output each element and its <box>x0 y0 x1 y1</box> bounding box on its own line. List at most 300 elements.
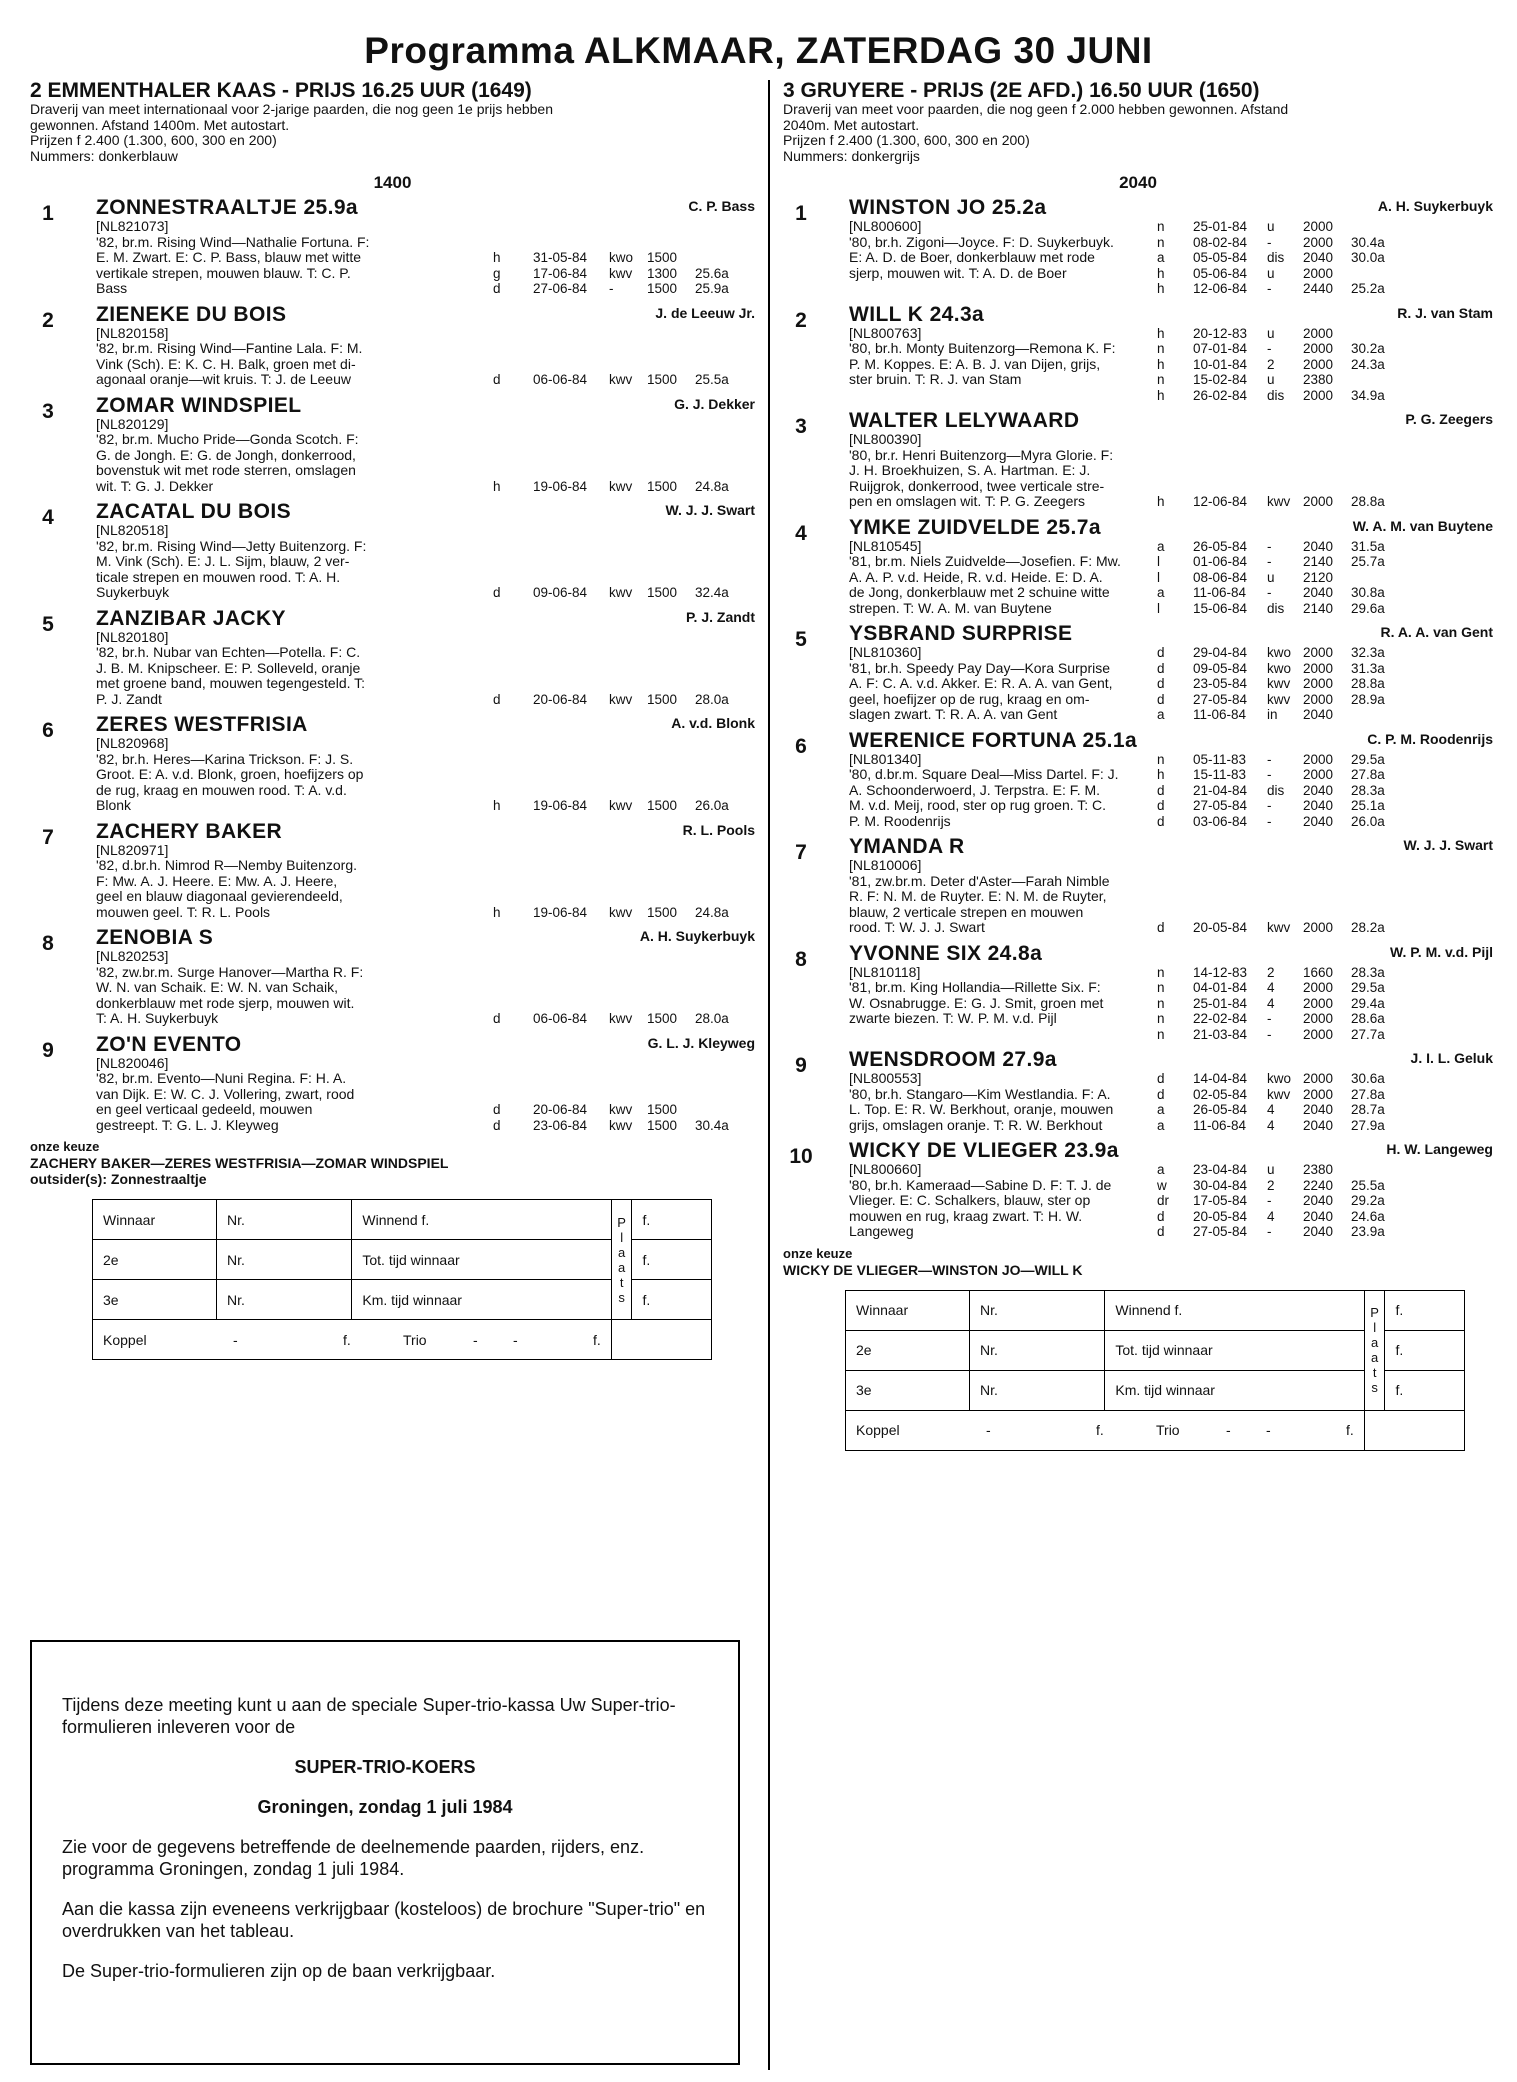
horse-name: YSBRAND SURPRISE <box>849 622 1073 645</box>
info-line: rood. T: W. J. J. Swart <box>849 919 985 935</box>
result-cell: 1500 <box>647 478 678 494</box>
result-cell: 28.0a <box>695 691 729 707</box>
results-list <box>1157 965 1399 1043</box>
result-cell: 1500 <box>647 904 678 920</box>
result-cell: h <box>493 798 501 813</box>
result-cell: d <box>493 372 501 387</box>
result-cell: 19-06-84 <box>533 478 588 494</box>
info-line: en geel verticaal gedeeld, mouwen <box>96 1101 313 1117</box>
entry-body <box>849 539 1493 617</box>
horse-info <box>849 1071 1139 1133</box>
keuze-block <box>783 1246 1493 1278</box>
horse-name: ZIENEKE DU BOIS <box>96 302 287 326</box>
info-line: R. F: N. M. de Ruyter. E: N. M. de Ruyter, <box>849 888 1107 904</box>
result-cell: 2000 <box>1303 676 1334 691</box>
result-cell: u <box>1267 1162 1275 1177</box>
result-cell: - <box>1267 1224 1272 1239</box>
info-line: L. Top. E: R. W. Berkhout, oranje, mouwen <box>849 1101 1114 1117</box>
result-cell: 20-05-84 <box>1193 1208 1248 1224</box>
info-line: geel en blauw diagonaal gevierendeeld, <box>96 888 343 904</box>
result-cell: 28.0a <box>695 1011 729 1026</box>
trainer-name: A. H. Suykerbuyk <box>639 928 755 944</box>
entry-number: 7 <box>795 841 807 864</box>
result-cell: h <box>493 478 501 494</box>
horse-name: WILL K 24.3a <box>849 302 985 326</box>
result-table-row <box>846 1290 1465 1330</box>
result-cell: 2 <box>1267 1177 1275 1193</box>
result-row <box>1157 965 1399 981</box>
result-cell: l <box>1157 569 1160 585</box>
result-cell: 01-06-84 <box>1193 554 1248 569</box>
result-cell: dis <box>1267 387 1285 403</box>
trio-label: Trio <box>1156 1422 1180 1438</box>
result-cell: 27-05-84 <box>1193 1224 1248 1239</box>
result-cell: 20-05-84 <box>1193 920 1248 935</box>
result-cell: 24.8a <box>695 478 729 494</box>
result-row <box>1157 996 1399 1012</box>
horse-info <box>849 858 1139 936</box>
table-cell-tot-tijd: Tot. tijd winnaar <box>352 1240 611 1280</box>
horse-info <box>849 645 1139 723</box>
result-cell: d <box>493 1102 501 1117</box>
result-cell: 2040 <box>1303 1193 1334 1208</box>
result-cell <box>1351 707 1399 723</box>
result-cell: - <box>1267 751 1272 767</box>
result-cell: 2140 <box>1303 600 1334 616</box>
result-cell: 03-06-84 <box>1193 813 1248 829</box>
results-list <box>1157 539 1399 617</box>
horse-info <box>96 523 481 601</box>
info-line: zwarte biezen. T: W. P. M. v.d. Pijl <box>849 1010 1057 1026</box>
notice-brochure: Aan die kassa zijn eveneens verkrijgbaar (kosteloos) de brochure "Super-trio" en overdrukken van het tableau. <box>62 1899 706 1941</box>
entry-number: 9 <box>42 1038 54 1062</box>
info-line: '80, br.h. Kameraad—Sabine D. F: T. J. de <box>849 1176 1112 1193</box>
result-table-row <box>93 1200 712 1240</box>
entry-body <box>849 326 1493 404</box>
result-cell: 25.6a <box>695 265 729 281</box>
result-cell: kwv <box>609 372 633 387</box>
result-cell: 2040 <box>1303 538 1334 554</box>
result-cell: 2140 <box>1303 554 1334 569</box>
result-cell: kwv <box>1267 691 1291 707</box>
table-cell-derde: 3e <box>93 1280 217 1320</box>
entry-body <box>849 965 1493 1043</box>
result-row <box>1157 920 1399 936</box>
plaats-letter: a <box>1371 1335 1379 1350</box>
result-cell: 11-06-84 <box>1193 707 1247 722</box>
horse-info <box>849 219 1139 297</box>
trainer-name: P. G. Zeegers <box>1405 411 1493 427</box>
race-description-line: Prijzen f 2.400 (1.300, 600, 300 en 200) <box>783 132 1030 148</box>
result-cell: 26.0a <box>1351 813 1385 829</box>
plaats-letter: t <box>619 1274 624 1290</box>
info-line: [NL800763] <box>849 324 922 341</box>
table-cell-km-tijd: Km. tijd winnaar <box>352 1280 611 1320</box>
entry-number: 2 <box>42 308 54 332</box>
horse-entry <box>783 622 1493 723</box>
result-cell: kwv <box>609 585 633 600</box>
keuze-picks: ZACHERY BAKER—ZERES WESTFRISIA—ZOMAR WINDSPIEL <box>30 1155 449 1171</box>
info-line: Vlieger. E: C. Schalkers, blauw, ster op <box>849 1192 1091 1208</box>
entry-number: 1 <box>795 202 807 225</box>
result-cell: 2120 <box>1303 569 1334 585</box>
result-cell: - <box>1267 538 1272 554</box>
entry-body <box>849 1162 1493 1240</box>
info-line: '81, br.m. Niels Zuidvelde—Josefien. F: Mw. <box>849 553 1121 569</box>
result-cell: kwo <box>1267 660 1292 676</box>
keuze-picks: WICKY DE VLIEGER—WINSTON JO—WILL K <box>783 1261 1083 1278</box>
result-row <box>1157 783 1399 799</box>
notice-koers: SUPER-TRIO-KOERS <box>294 1757 476 1777</box>
koppel-blank <box>1364 1410 1464 1450</box>
info-line: [NL820180] <box>96 628 169 645</box>
result-row <box>1157 1102 1399 1118</box>
entry-body <box>96 736 755 814</box>
info-line: '80, br.r. Henri Buitenzorg—Myra Glorie. F: <box>849 446 1114 463</box>
result-row <box>493 798 745 814</box>
result-cell: 25-01-84 <box>1193 219 1248 234</box>
info-line: A. Schoonderwoerd, J. Terpstra. E: F. M. <box>849 781 1101 798</box>
horse-entry <box>783 516 1493 617</box>
result-cell: d <box>493 281 501 296</box>
info-line: J. H. Broekhuizen, S. A. Hartman. E: J. <box>849 462 1091 478</box>
race-heading: 2 EMMENTHALER KAAS - PRIJS 16.25 UUR (1649) <box>30 79 532 102</box>
koppel-dash: - <box>233 1331 238 1348</box>
koppel-f: f. <box>1096 1422 1104 1438</box>
horse-name: ZENOBIA S <box>96 926 214 949</box>
entry-number: 4 <box>42 506 54 529</box>
info-line: P. J. Zandt <box>96 690 162 707</box>
result-cell: a <box>1157 585 1165 600</box>
horse-entry <box>783 835 1493 936</box>
result-cell: 21-04-84 <box>1193 782 1248 798</box>
table-cell-derde: 3e <box>846 1370 970 1410</box>
table-cell-winnend: Winnend f. <box>352 1200 611 1240</box>
result-cell: 28.3a <box>1351 782 1385 798</box>
horse-entry <box>30 500 755 601</box>
trainer-name: W. J. J. Swart <box>1403 837 1493 853</box>
info-line: [NL810545] <box>849 537 922 554</box>
info-line: '80, br.h. Stangaro—Kim Westlandia. F: A. <box>849 1085 1111 1102</box>
result-cell: 1500 <box>647 281 678 296</box>
info-line: [NL820129] <box>96 415 169 432</box>
entry-body <box>849 1071 1493 1133</box>
result-cell: 2440 <box>1303 281 1334 296</box>
koppel-f: f. <box>343 1331 351 1348</box>
table-cell-f: f. <box>1385 1290 1465 1330</box>
result-cell: kwv <box>609 1102 633 1117</box>
horse-name: YVONNE SIX 24.8a <box>849 941 1043 965</box>
table-cell-tweede: 2e <box>846 1330 970 1370</box>
result-cell: 27-06-84 <box>533 281 588 296</box>
info-line: de rug, kraag en mouwen rood. T: A. v.d. <box>96 781 347 798</box>
result-cell: 28.8a <box>1351 494 1385 509</box>
horse-info <box>849 539 1139 617</box>
trainer-name: W. P. M. v.d. Pijl <box>1390 943 1493 960</box>
results-list <box>493 843 745 921</box>
result-row <box>1157 707 1399 723</box>
horse-name: ZACATAL DU BOIS <box>96 500 291 523</box>
horse-info <box>96 843 481 921</box>
result-cell: 14-04-84 <box>1193 1071 1248 1086</box>
info-line: gestreept. T: G. L. J. Kleyweg <box>96 1116 279 1133</box>
table-cell-km-tijd: Km. tijd winnaar <box>1105 1370 1364 1410</box>
plaats-letter: a <box>1371 1350 1379 1365</box>
horse-name: ZOMAR WINDSPIEL <box>96 393 302 417</box>
result-cell: 2040 <box>1303 1224 1334 1239</box>
info-line: [NL810118] <box>849 963 921 980</box>
result-cell: u <box>1267 325 1275 341</box>
trio-dash: - <box>473 1331 478 1348</box>
horse-name: ZANZIBAR JACKY <box>96 606 286 630</box>
entry-body <box>96 949 755 1027</box>
result-cell: l <box>1157 554 1160 569</box>
result-cell: 1500 <box>647 585 678 600</box>
info-line: '82, br.m. Mucho Pride—Gonda Scotch. F: <box>96 431 359 447</box>
result-cell: - <box>1267 234 1272 250</box>
result-cell: 24.3a <box>1351 356 1385 372</box>
result-row <box>1157 767 1399 783</box>
table-cell-nr: Nr. <box>970 1370 1105 1410</box>
result-cell: 1660 <box>1303 964 1334 980</box>
trainer-name: W. J. J. Swart <box>665 502 755 518</box>
horse-name: ZACHERY BAKER <box>96 819 283 843</box>
result-cell: 2000 <box>1303 751 1334 767</box>
result-cell: 28.8a <box>1351 676 1385 691</box>
race-column-right <box>783 80 1493 1451</box>
race-description-line: Nummers: donkergrijs <box>783 147 920 164</box>
result-row <box>493 281 745 297</box>
result-cell: 2380 <box>1303 1162 1334 1177</box>
result-cell: 20-12-83 <box>1193 325 1248 341</box>
result-cell: n <box>1157 995 1165 1011</box>
result-cell: 30.0a <box>1351 250 1385 265</box>
result-cell: 20-06-84 <box>533 1102 588 1117</box>
result-row <box>1157 1193 1399 1209</box>
result-cell: 25-01-84 <box>1193 995 1248 1011</box>
results-list <box>493 523 745 601</box>
result-cell: 12-06-84 <box>1193 281 1248 296</box>
result-cell: d <box>493 585 501 600</box>
horse-entry <box>30 394 755 495</box>
result-cell: h <box>1157 767 1165 782</box>
horse-entry <box>30 713 755 814</box>
result-cell: u <box>1267 219 1275 234</box>
info-line: A. F: C. A. v.d. Akker. E: R. A. A. van Gent, <box>849 675 1113 691</box>
results-list <box>1157 858 1399 936</box>
result-cell: 2000 <box>1303 660 1334 676</box>
info-line: [NL820158] <box>96 324 169 341</box>
result-cell: 29.2a <box>1351 1193 1385 1208</box>
result-cell: a <box>1157 538 1165 554</box>
trio-dash: - <box>1266 1422 1271 1438</box>
result-row <box>493 372 745 388</box>
result-row <box>1157 235 1399 251</box>
result-cell: d <box>1157 798 1165 813</box>
plaats-letter: P <box>617 1214 626 1230</box>
result-row <box>1157 1118 1399 1134</box>
result-row <box>1157 281 1399 297</box>
result-cell: n <box>1157 1026 1165 1042</box>
entry-number: 8 <box>42 932 54 955</box>
result-cell: n <box>1157 980 1165 995</box>
horse-name: WINSTON JO 25.2a <box>849 196 1047 219</box>
result-cell: 09-06-84 <box>533 585 588 600</box>
result-cell: 30.2a <box>1351 341 1385 356</box>
table-cell-f: f. <box>632 1200 712 1240</box>
result-cell: n <box>1157 234 1165 250</box>
info-line: '81, br.h. Speedy Pay Day—Kora Surprise <box>849 659 1111 676</box>
info-line: [NL820518] <box>96 522 169 538</box>
horse-entry <box>783 196 1493 297</box>
result-row <box>1157 1027 1399 1043</box>
result-cell: 29.6a <box>1351 600 1385 616</box>
result-row <box>1157 661 1399 677</box>
info-line: sjerp, mouwen wit. T: A. D. de Boer <box>849 264 1067 281</box>
plaats-letter: t <box>1372 1365 1377 1380</box>
result-cell: 26-02-84 <box>1193 387 1248 403</box>
result-cell: kwo <box>1267 645 1292 660</box>
result-cell: 28.9a <box>1351 691 1385 707</box>
result-cell: 31.5a <box>1351 538 1385 554</box>
result-cell: 2000 <box>1303 767 1334 782</box>
result-cell: 05-05-84 <box>1193 250 1248 265</box>
trainer-name: C. P. M. Roodenrijs <box>1367 730 1493 747</box>
result-cell: d <box>493 1117 501 1133</box>
horse-entry <box>30 820 755 921</box>
table-cell-winnaar: Winnaar <box>846 1290 970 1330</box>
result-cell: - <box>1267 767 1272 782</box>
horse-info <box>96 417 481 495</box>
result-cell: 1500 <box>647 1102 678 1117</box>
result-cell: 1500 <box>647 798 678 813</box>
result-row <box>1157 798 1399 814</box>
result-cell: 25.2a <box>1351 281 1385 296</box>
race-description-line: Nummers: donkerblauw <box>30 147 178 164</box>
result-row <box>1157 585 1399 601</box>
table-cell-winnend: Winnend f. <box>1105 1290 1364 1330</box>
info-line: M. Vink (Sch). E: J. L. Sijm, blauw, 2 ver- <box>96 553 350 569</box>
result-cell: 2000 <box>1303 341 1334 356</box>
entry-body <box>849 858 1493 936</box>
result-cell: 31.3a <box>1351 660 1385 676</box>
result-row <box>493 1102 745 1118</box>
trainer-name: A. v.d. Blonk <box>671 715 755 731</box>
result-row <box>1157 219 1399 235</box>
info-line: [NL820253] <box>96 948 169 964</box>
result-cell: in <box>1267 707 1278 722</box>
table-cell-nr: Nr. <box>217 1240 352 1280</box>
results-list <box>1157 752 1399 830</box>
result-cell: 2000 <box>1303 265 1334 281</box>
horse-entry <box>30 1033 755 1134</box>
info-line: [NL820971] <box>96 841 169 858</box>
result-cell: 28.2a <box>1351 920 1385 935</box>
results-list <box>493 949 745 1027</box>
result-cell: kwv <box>609 265 633 281</box>
info-line: [NL820968] <box>96 735 169 751</box>
result-cell: 29-04-84 <box>1193 645 1248 660</box>
result-cell: 4 <box>1267 1117 1275 1133</box>
result-cell: 2040 <box>1303 707 1334 722</box>
info-line: wit. T: G. J. Dekker <box>96 477 214 494</box>
info-line: '81, zw.br.m. Deter d'Aster—Farah Nimble <box>849 872 1110 889</box>
trio-dash: - <box>513 1331 518 1348</box>
result-cell: 2000 <box>1303 1086 1334 1102</box>
horse-name: WERENICE FORTUNA 25.1a <box>849 728 1138 752</box>
koppel-dash: - <box>986 1422 991 1438</box>
horse-entry <box>30 303 755 388</box>
info-line: F: Mw. A. J. Heere. E: Mw. A. J. Heere, <box>96 872 338 889</box>
trio-label: Trio <box>403 1331 427 1348</box>
result-cell: 17-06-84 <box>533 265 588 281</box>
results-list <box>1157 645 1399 723</box>
table-cell-f: f. <box>632 1280 712 1320</box>
result-row <box>1157 357 1399 373</box>
result-cell <box>1351 326 1399 342</box>
result-cell: n <box>1157 1011 1165 1026</box>
result-cell: 2240 <box>1303 1177 1334 1193</box>
info-line: '82, br.h. Heres—Karina Trickson. F: J. S. <box>96 750 354 767</box>
result-cell: 30-04-84 <box>1193 1177 1248 1193</box>
result-cell: dis <box>1267 600 1285 616</box>
entry-number: 3 <box>42 399 54 423</box>
race-distance: 1400 <box>373 173 412 192</box>
info-line: bovenstuk wit met rode sterren, omslagen <box>96 462 356 478</box>
result-row <box>493 585 745 601</box>
result-cell: - <box>1267 1193 1272 1208</box>
notice-intro: Tijdens deze meeting kunt u aan de speciale Super-trio-kassa Uw Super-trio-formulieren inleveren voor de <box>62 1695 676 1737</box>
info-line: [NL800660] <box>849 1161 922 1177</box>
result-cell: 32.3a <box>1351 645 1385 660</box>
plaats-letter: s <box>1371 1380 1378 1395</box>
koppel-cell <box>846 1410 1365 1450</box>
trio-dash: - <box>1226 1422 1231 1438</box>
result-cell: d <box>1157 782 1165 798</box>
result-table-row <box>93 1320 712 1360</box>
info-line: '82, zw.br.m. Surge Hanover—Martha R. F: <box>96 963 364 980</box>
trainer-name: J. de Leeuw Jr. <box>655 304 755 321</box>
entry-body <box>849 219 1493 297</box>
info-line: W. N. van Schaik. E: W. N. van Schaik, <box>96 979 338 995</box>
result-cell: d <box>493 1011 501 1026</box>
entry-number: 4 <box>795 521 807 545</box>
info-line: [NL801340] <box>849 750 922 767</box>
trainer-name: G. L. J. Kleyweg <box>647 1034 755 1051</box>
horse-info <box>849 965 1139 1043</box>
table-cell-f: f. <box>632 1240 712 1280</box>
result-cell: - <box>609 281 614 296</box>
result-row <box>493 1118 745 1134</box>
info-line: P. M. Koppes. E: A. B. J. van Dijen, grijs, <box>849 355 1101 372</box>
results-list <box>493 326 745 388</box>
result-cell: 34.9a <box>1351 387 1385 403</box>
race-column-left <box>30 80 755 1360</box>
result-cell: h <box>1157 281 1165 296</box>
horse-entry <box>783 942 1493 1043</box>
result-row <box>1157 250 1399 266</box>
result-cell: dis <box>1267 250 1285 265</box>
result-row <box>1157 266 1399 282</box>
entry-body <box>96 417 755 495</box>
horse-entry <box>30 926 755 1027</box>
trainer-name: C. P. Bass <box>688 198 755 214</box>
result-row <box>1157 676 1399 692</box>
result-row <box>1157 326 1399 342</box>
result-cell: 30.6a <box>1351 1071 1385 1086</box>
info-line: '81, br.m. King Hollandia—Rillette Six. F: <box>849 979 1101 995</box>
result-cell: 31-05-84 <box>533 250 588 265</box>
